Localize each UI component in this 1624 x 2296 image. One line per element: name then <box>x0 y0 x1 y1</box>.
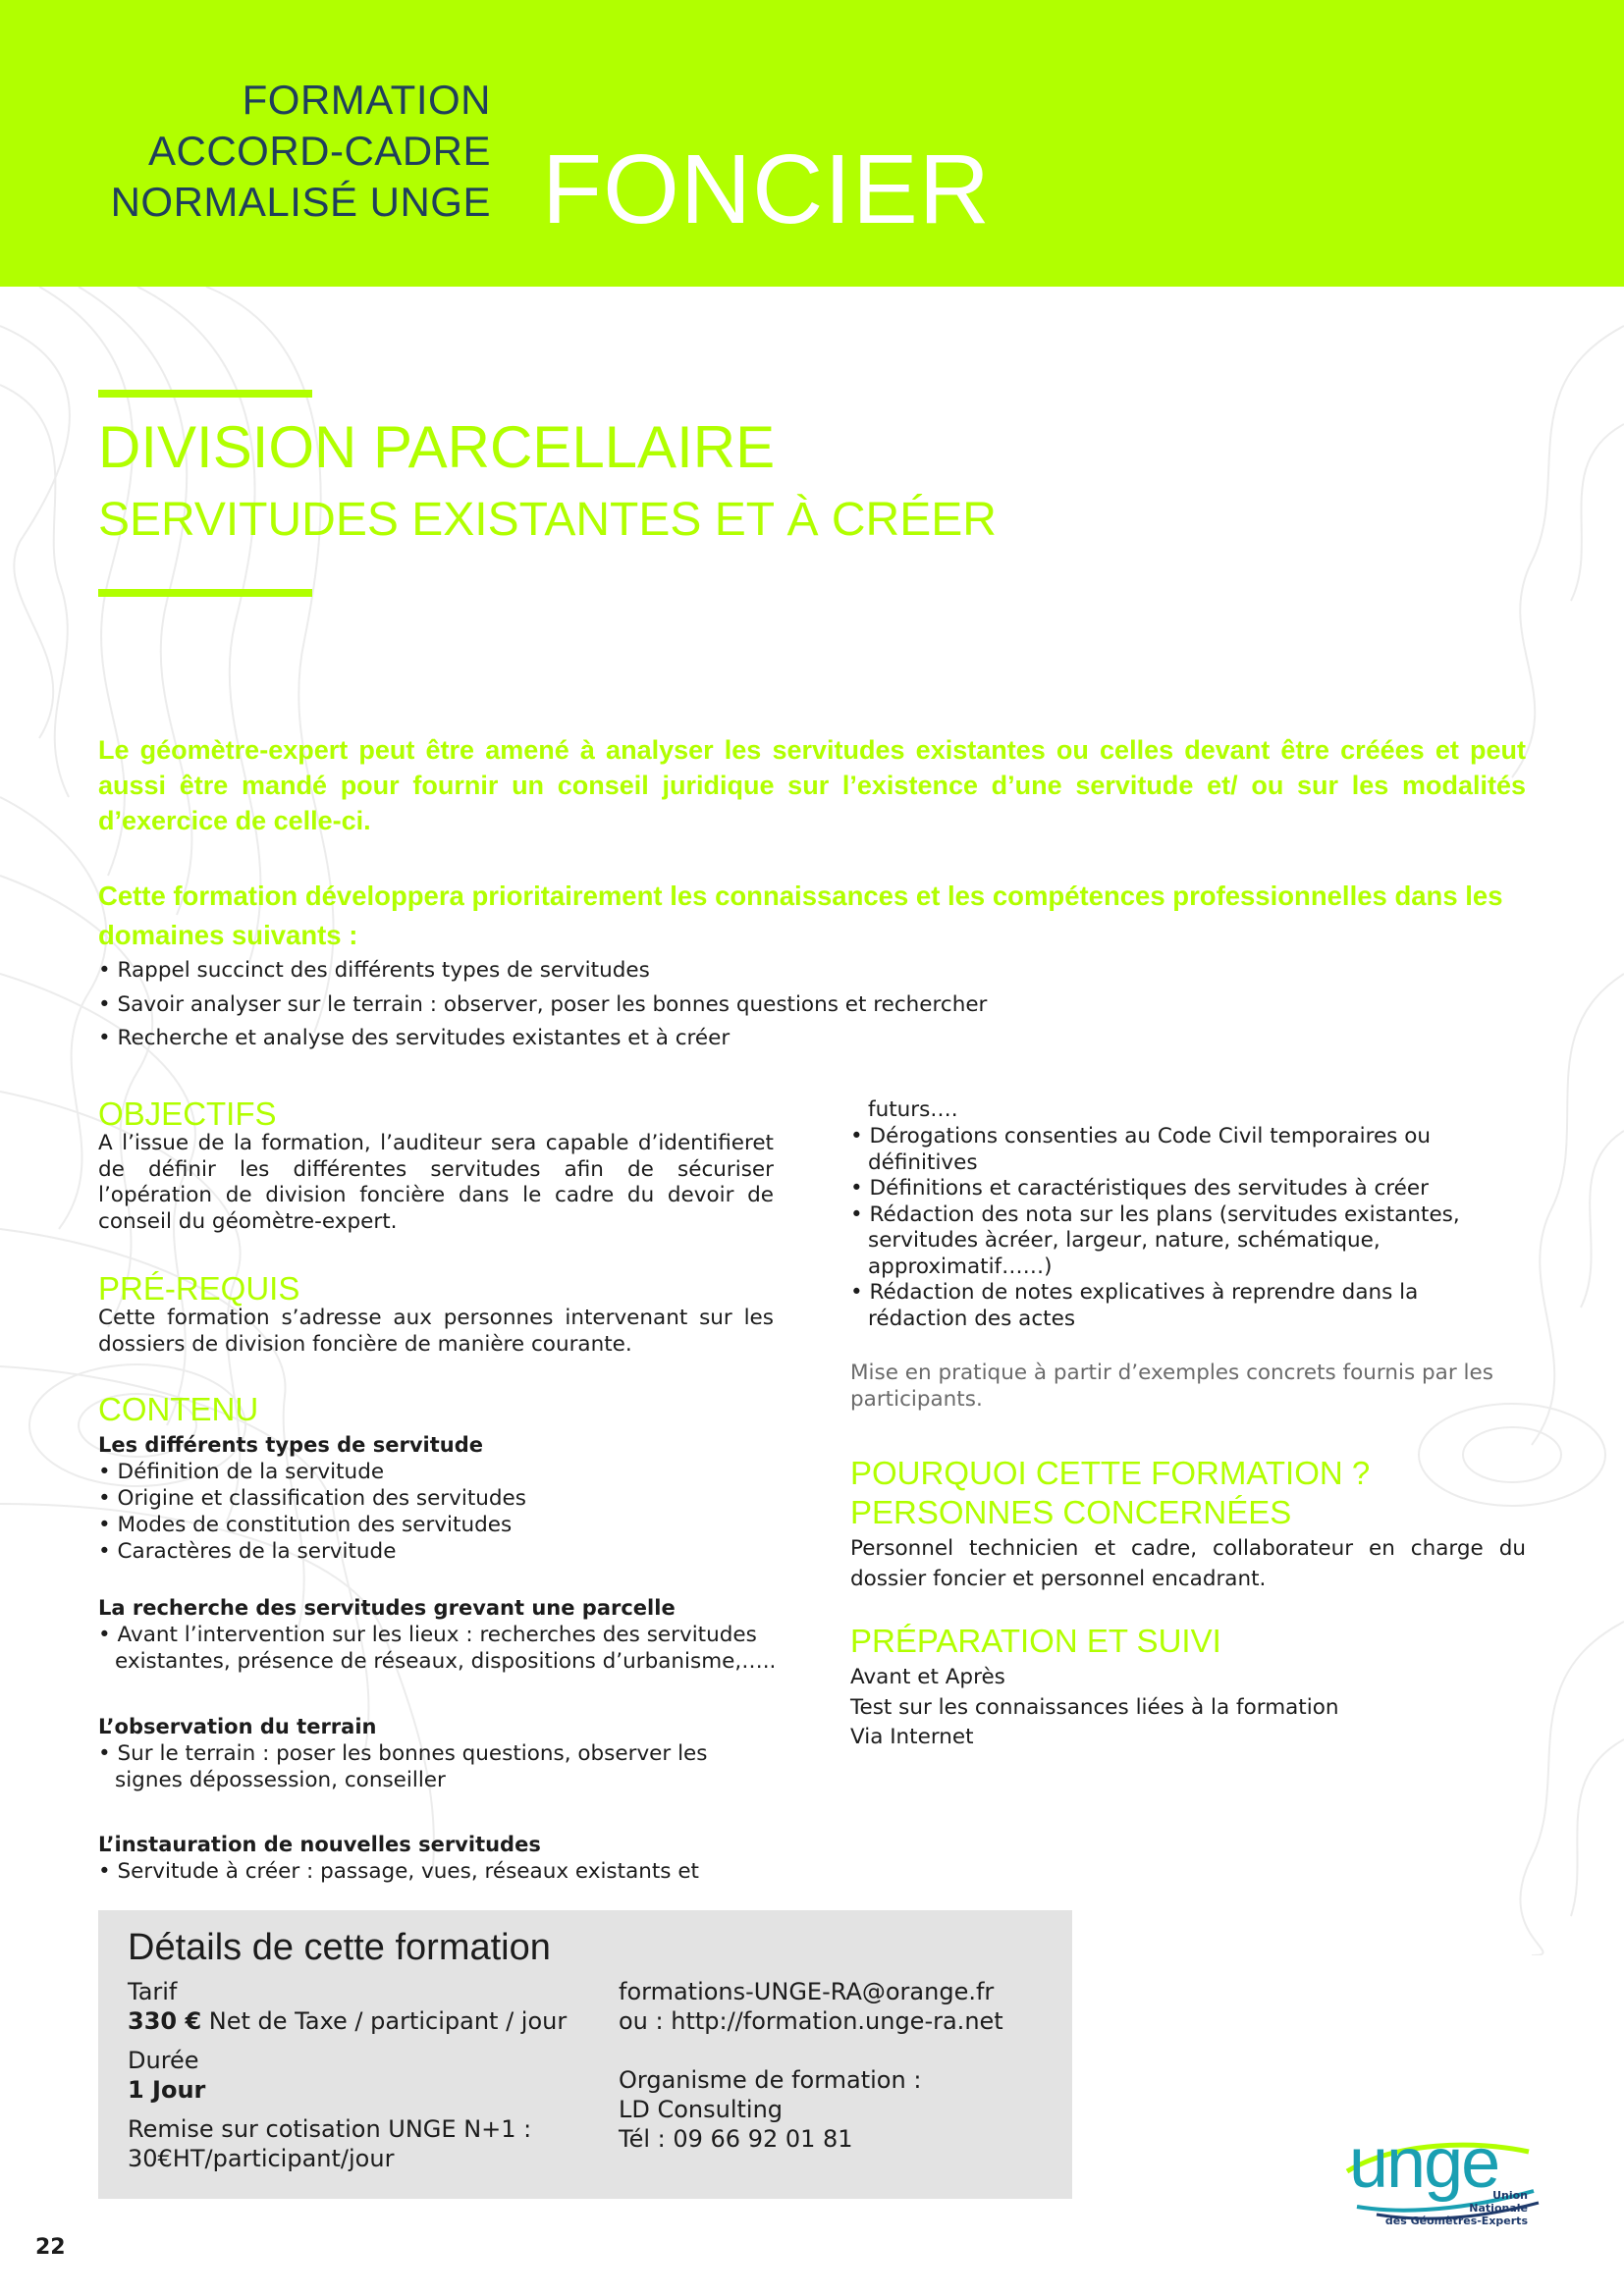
list-item: • Avant l’intervention sur les lieux : recherches des servitudes existantes, présence de réseaux, dispositions d’urbanisme,….. <box>98 1623 777 1674</box>
contenu-list <box>98 1740 746 1793</box>
contenu-section-title: La recherche des servitudes grevant une parcelle <box>98 1596 676 1620</box>
contact-website[interactable]: ou : http://formation.unge-ra.net <box>619 2007 1003 2035</box>
prerequis-heading: PRÉ-REQUIS <box>98 1270 300 1307</box>
list-item: • Sur le terrain : poser les bonnes questions, observer les signes dépossession, conseiller <box>98 1741 708 1792</box>
list-item: • Recherche et analyse des servitudes existantes et à créer <box>98 1026 731 1050</box>
kicker-line: FORMATION <box>242 77 491 123</box>
title-rule-top <box>98 390 312 398</box>
unge-logo <box>1337 2122 1543 2240</box>
list-item: • Dérogations consenties au Code Civil temporaires ou définitives <box>850 1124 1432 1175</box>
logo-caption <box>1385 2189 1528 2227</box>
preparation-line: Test sur les connaissances liées à la formation <box>850 1694 1339 1720</box>
preparation-lines <box>850 1663 1339 1753</box>
list-item: • Rappel succinct des différents types de servitudes <box>98 958 650 983</box>
tarif-label: Tarif <box>128 1978 178 2005</box>
list-item: • Rédaction des nota sur les plans (servitudes existantes, servitudes àcréer, largeur, nature, schématique, approximatif……) <box>850 1201 1460 1279</box>
category-title: FONCIER <box>542 134 991 244</box>
duree-label: Durée <box>128 2047 199 2074</box>
objectifs-text: A l’issue de la formation, l’auditeur sera capable d’identifieret de définir les différentes servitudes afin de sécuriser l’opération de division foncière dans le cadre du devoir de conseil du géomètre-expert. <box>98 1131 774 1234</box>
header-band <box>0 0 1624 287</box>
contenu-section <box>98 1432 785 1565</box>
list-item: • Modes de constitution des servitudes <box>98 1513 513 1537</box>
domain-list <box>98 954 987 1056</box>
list-item: • Rédaction de notes explicatives à reprendre dans la rédaction des actes <box>850 1280 1419 1331</box>
contact-email[interactable]: formations-UNGE-RA@orange.fr <box>619 1978 995 2005</box>
tarif-unit: Net de Taxe / participant / jour <box>201 2007 568 2035</box>
list-item: • Définitions et caractéristiques des servitudes à créer <box>850 1176 1429 1201</box>
kicker-line: ACCORD-CADRE <box>147 128 491 174</box>
kicker-line: NORMALISÉ UNGE <box>110 179 491 225</box>
organisme-label: Organisme de formation : <box>619 2066 922 2094</box>
logo-wordmark: unge <box>1349 2124 1499 2203</box>
objectifs-heading: OBJECTIFS <box>98 1095 277 1132</box>
duree-value: 1 Jour <box>128 2076 206 2104</box>
logo-caption-line: des Géomètres-Experts <box>1384 2215 1528 2227</box>
logo-caption-line: Union <box>1492 2189 1528 2202</box>
header-kicker <box>111 75 491 228</box>
contenu-section-title: L’observation du terrain <box>98 1715 377 1738</box>
contenu-section-title: L’instauration de nouvelles servitudes <box>98 1833 541 1856</box>
details-box <box>98 1910 1072 2199</box>
contenu-heading: CONTENU <box>98 1391 259 1427</box>
details-title: Détails de cette formation <box>128 1927 551 1968</box>
personnes-concernees-text: Personnel technicien et cadre, collaborateur en charge du dossier foncier et personnel encadrant. <box>850 1536 1526 1591</box>
organisme-name: LD Consulting <box>619 2096 784 2123</box>
contenu-section <box>98 1595 785 1675</box>
contenu-list <box>98 1858 805 1885</box>
logo-caption-line: Nationale <box>1469 2202 1528 2215</box>
title-rule-bottom <box>98 589 312 597</box>
tarif-amount: 330 € <box>128 2007 202 2035</box>
page-number: 22 <box>35 2235 66 2260</box>
contenu-list-right <box>850 1124 1489 1332</box>
personnes-concernees-heading: PERSONNES CONCERNÉES <box>850 1494 1292 1530</box>
contenu-section-title: Les différents types de servitude <box>98 1433 483 1457</box>
prerequis-text: Cette formation s’adresse aux personnes intervenant sur les dossiers de division foncière de manière courante. <box>98 1306 774 1357</box>
contact-phone: Tél : 09 66 92 01 81 <box>619 2125 853 2153</box>
tarif-value <box>128 2006 567 2036</box>
remise-line: 30€HT/participant/jour <box>128 2145 395 2172</box>
contenu-section <box>98 1714 746 1793</box>
contenu-list <box>98 1622 785 1675</box>
intro-paragraph: Le géomètre-expert peut être amené à analyser les servitudes existantes ou celles devant être créées et peut aussi être mandé pour fournir un conseil juridique sur l’existence d’une servitude et/ ou sur les modalités d’exercice de celle-ci. <box>98 735 1526 835</box>
remise-line: Remise sur cotisation UNGE N+1 : <box>128 2115 532 2143</box>
intro-lead: Cette formation développera prioritairement les connaissances et les compétences professionnelles dans les domaines suivants : <box>98 881 1503 950</box>
list-item: • Origine et classification des servitudes <box>98 1486 526 1511</box>
contenu-continuation: futurs…. <box>868 1097 958 1122</box>
preparation-line: Avant et Après <box>850 1665 1005 1689</box>
list-item: • Savoir analyser sur le terrain : observer, poser les bonnes questions et rechercher <box>98 991 988 1017</box>
mise-en-pratique: Mise en pratique à partir d’exemples concrets fournis par les participants. <box>850 1361 1493 1412</box>
course-subtitle: SERVITUDES EXISTANTES ET À CRÉER <box>98 494 997 546</box>
list-item: • Servitude à créer : passage, vues, réseaux existants et <box>98 1859 699 1884</box>
contenu-list <box>98 1459 785 1565</box>
contenu-section <box>98 1832 805 1885</box>
preparation-line: Via Internet <box>850 1725 974 1749</box>
list-item: • Définition de la servitude <box>98 1460 385 1484</box>
list-item: • Caractères de la servitude <box>98 1539 397 1564</box>
course-title: DIVISION PARCELLAIRE <box>98 414 776 480</box>
pourquoi-heading: POURQUOI CETTE FORMATION ? <box>850 1455 1371 1491</box>
preparation-heading: PRÉPARATION ET SUIVI <box>850 1623 1221 1659</box>
